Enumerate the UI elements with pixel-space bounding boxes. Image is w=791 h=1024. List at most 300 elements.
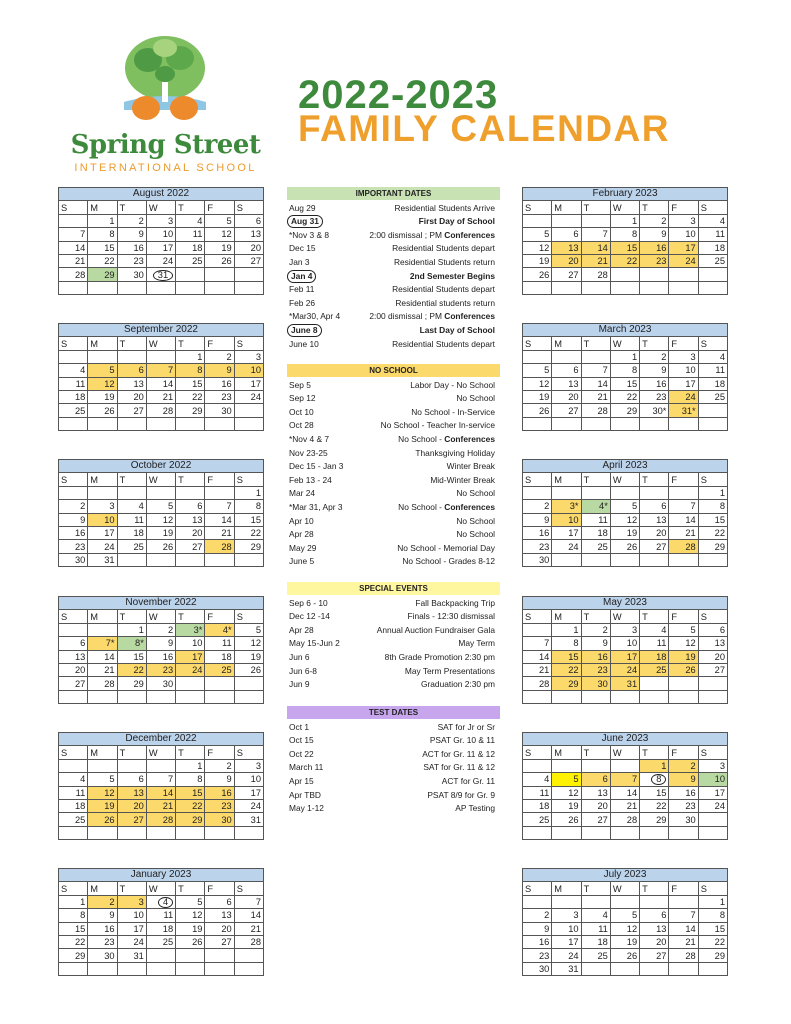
- day-cell: [146, 281, 175, 294]
- day-cell: [59, 350, 88, 363]
- day-cell: [523, 826, 552, 839]
- day-cell: 7: [581, 228, 610, 241]
- day-cell: 11: [581, 513, 610, 526]
- day-cell: [176, 486, 205, 499]
- day-cell: 11: [205, 637, 234, 650]
- day-cell: 12: [523, 241, 552, 254]
- day-header: T: [640, 882, 669, 895]
- day-header: M: [552, 746, 581, 759]
- day-cell: [640, 486, 669, 499]
- event-row: [289, 324, 497, 338]
- day-cell: 6: [698, 623, 727, 636]
- day-cell: 28: [610, 813, 639, 826]
- day-cell: 2: [640, 214, 669, 227]
- day-cell: [669, 553, 698, 566]
- day-cell: 29: [59, 949, 88, 962]
- day-cell: 18: [640, 650, 669, 663]
- day-header: S: [234, 882, 263, 895]
- day-cell: 24: [610, 663, 639, 676]
- day-cell: 7: [581, 364, 610, 377]
- day-cell: 16: [523, 526, 552, 539]
- day-cell: 20: [552, 390, 581, 403]
- event-date: Oct 22: [289, 748, 314, 759]
- day-cell: 21: [234, 922, 263, 935]
- day-cell: 16: [146, 650, 175, 663]
- day-header: S: [59, 337, 88, 350]
- day-cell: 19: [669, 650, 698, 663]
- day-cell: [205, 553, 234, 566]
- day-cell: 24: [552, 540, 581, 553]
- day-cell: 28: [669, 949, 698, 962]
- event-date: Dec 12 -14: [289, 611, 330, 622]
- event-row: [289, 761, 497, 775]
- day-cell: [176, 281, 205, 294]
- day-header: M: [88, 746, 117, 759]
- day-cell: [698, 690, 727, 703]
- event-description: No School - Grades 8-12: [402, 556, 495, 567]
- day-cell: 4: [581, 909, 610, 922]
- day-cell: 11: [176, 228, 205, 241]
- day-header: W: [610, 473, 639, 486]
- event-date: Nov 23-25: [289, 447, 328, 458]
- day-cell: 8: [59, 909, 88, 922]
- event-row: [289, 283, 497, 297]
- event-row: [289, 637, 497, 651]
- day-cell: 12: [523, 377, 552, 390]
- day-cell: 15: [610, 377, 639, 390]
- day-cell: [88, 759, 117, 772]
- day-cell: 9: [640, 364, 669, 377]
- day-cell: 17: [552, 526, 581, 539]
- title-year: 2022-2023: [298, 73, 499, 117]
- event-row: [289, 678, 497, 692]
- day-header: M: [88, 337, 117, 350]
- day-cell: 3: [146, 214, 175, 227]
- day-cell: 8: [698, 909, 727, 922]
- day-cell: 13: [234, 228, 263, 241]
- event-date: June 10: [289, 338, 319, 349]
- day-cell: [640, 553, 669, 566]
- day-header: F: [205, 337, 234, 350]
- day-cell: 14: [146, 377, 175, 390]
- day-cell: [146, 826, 175, 839]
- day-cell: [146, 417, 175, 430]
- day-cell: 8: [234, 500, 263, 513]
- day-cell: 30: [88, 949, 117, 962]
- day-cell: 14: [146, 786, 175, 799]
- day-cell: 21: [523, 663, 552, 676]
- day-cell: 22: [88, 254, 117, 267]
- day-cell: 3: [552, 909, 581, 922]
- day-cell: 8: [610, 228, 639, 241]
- day-cell: 1: [640, 759, 669, 772]
- event-description: SAT for Gr. 11 & 12: [423, 762, 495, 773]
- month-calendar: [522, 732, 728, 840]
- day-cell: [59, 690, 88, 703]
- event-date: *Mar30, Apr 4: [289, 311, 341, 322]
- day-cell: [552, 759, 581, 772]
- day-cell: 18: [581, 935, 610, 948]
- day-cell: 3: [234, 350, 263, 363]
- day-cell: [669, 486, 698, 499]
- event-date: May 29: [289, 542, 317, 553]
- day-cell: 10: [234, 364, 263, 377]
- day-cell: 9: [59, 513, 88, 526]
- event-row: [289, 597, 497, 611]
- day-cell: 16: [640, 377, 669, 390]
- event-description: AP Testing: [455, 803, 495, 814]
- day-header: S: [698, 882, 727, 895]
- day-cell: 21: [146, 799, 175, 812]
- event-description: Residential Students return: [393, 256, 495, 267]
- day-cell: 12: [146, 513, 175, 526]
- day-header: T: [640, 201, 669, 214]
- day-cell: [59, 214, 88, 227]
- day-cell: 25: [117, 540, 146, 553]
- day-header: T: [117, 337, 146, 350]
- event-date: Feb 26: [289, 297, 316, 308]
- day-cell: 27: [552, 268, 581, 281]
- month-calendar: [522, 596, 728, 704]
- day-cell: 24: [669, 390, 698, 403]
- day-cell: 23: [117, 254, 146, 267]
- day-cell: 25: [698, 390, 727, 403]
- event-description: First Day of School: [418, 216, 495, 227]
- day-cell: 7: [669, 909, 698, 922]
- day-header: F: [205, 882, 234, 895]
- day-cell: 8: [698, 500, 727, 513]
- day-cell: 20: [640, 935, 669, 948]
- day-cell: 24: [88, 540, 117, 553]
- day-cell: 22: [610, 390, 639, 403]
- month-title: December 2022: [59, 733, 264, 746]
- day-cell: 13: [552, 377, 581, 390]
- day-header: T: [117, 610, 146, 623]
- day-cell: [205, 417, 234, 430]
- day-cell: [117, 417, 146, 430]
- event-row: [289, 748, 497, 762]
- tree-logo-icon: [118, 30, 213, 125]
- event-date: Sep 12: [289, 393, 316, 404]
- day-cell: 28: [146, 404, 175, 417]
- day-cell: 1: [176, 350, 205, 363]
- event-description: Residential Students depart: [392, 338, 495, 349]
- day-cell: 5: [610, 500, 639, 513]
- day-cell: 6: [234, 214, 263, 227]
- day-cell: [640, 268, 669, 281]
- day-cell: 24: [176, 663, 205, 676]
- day-cell: 7: [146, 773, 175, 786]
- day-cell: [552, 417, 581, 430]
- day-cell: 23: [523, 540, 552, 553]
- day-cell: 25: [640, 663, 669, 676]
- day-cell: 7: [234, 895, 263, 908]
- day-cell: 16: [88, 922, 117, 935]
- day-cell: 14: [669, 922, 698, 935]
- day-cell: 18: [117, 526, 146, 539]
- month-calendar: [58, 596, 264, 704]
- day-header: T: [117, 746, 146, 759]
- day-cell: 4: [640, 623, 669, 636]
- day-cell: 23: [88, 935, 117, 948]
- day-cell: 14: [610, 786, 639, 799]
- day-cell: 5: [146, 500, 175, 513]
- event-row: [289, 338, 497, 352]
- day-header: M: [88, 473, 117, 486]
- event-description: ACT for Gr. 11: [441, 775, 495, 786]
- event-date: June 5: [289, 556, 315, 567]
- day-header: T: [176, 201, 205, 214]
- event-row: [289, 433, 497, 447]
- day-header: S: [523, 201, 552, 214]
- month-calendar: [58, 187, 264, 295]
- day-cell: 25: [176, 254, 205, 267]
- day-cell: 28: [88, 677, 117, 690]
- day-header: T: [581, 746, 610, 759]
- day-cell: [88, 690, 117, 703]
- day-cell: 15: [59, 922, 88, 935]
- day-cell: 4: [698, 350, 727, 363]
- day-cell: 17: [698, 786, 727, 799]
- event-description: No School: [456, 529, 495, 540]
- event-description: Residential students return: [395, 297, 495, 308]
- day-cell: 26: [523, 268, 552, 281]
- event-date: Dec 15 - Jan 3: [289, 461, 344, 472]
- day-header: M: [88, 882, 117, 895]
- section-header: SPECIAL EVENTS: [287, 582, 500, 595]
- day-cell: [117, 759, 146, 772]
- day-cell: [146, 949, 175, 962]
- day-cell: 29: [176, 813, 205, 826]
- section-header: IMPORTANT DATES: [287, 187, 500, 200]
- day-cell: 13: [176, 513, 205, 526]
- day-cell: 18: [523, 799, 552, 812]
- day-cell: 27: [176, 540, 205, 553]
- day-cell: [205, 677, 234, 690]
- day-cell: 31: [234, 813, 263, 826]
- day-header: S: [234, 337, 263, 350]
- day-header: F: [205, 610, 234, 623]
- day-cell: 10: [88, 513, 117, 526]
- day-header: T: [581, 882, 610, 895]
- day-header: F: [205, 473, 234, 486]
- day-cell: 3*: [176, 623, 205, 636]
- day-cell: 14: [523, 650, 552, 663]
- day-cell: [146, 690, 175, 703]
- day-cell: [581, 417, 610, 430]
- day-cell: 2: [59, 500, 88, 513]
- day-cell: [523, 281, 552, 294]
- day-header: S: [59, 746, 88, 759]
- day-cell: 19: [88, 799, 117, 812]
- day-cell: 5: [669, 623, 698, 636]
- day-cell: 24: [698, 799, 727, 812]
- month-calendar: [58, 323, 264, 431]
- day-cell: 11: [698, 228, 727, 241]
- day-cell: [552, 895, 581, 908]
- day-cell: 23: [640, 390, 669, 403]
- day-cell: 9: [117, 228, 146, 241]
- day-cell: 18: [146, 922, 175, 935]
- day-cell: 1: [698, 486, 727, 499]
- event-row: [289, 242, 497, 256]
- month-title: November 2022: [59, 597, 264, 610]
- event-row: [289, 802, 497, 816]
- day-cell: 3: [234, 759, 263, 772]
- event-date: Oct 15: [289, 735, 314, 746]
- day-cell: [523, 214, 552, 227]
- day-cell: [59, 623, 88, 636]
- day-cell: 21: [669, 526, 698, 539]
- day-cell: 4*: [205, 623, 234, 636]
- day-cell: [59, 962, 88, 975]
- event-description: No School - Teacher In-service: [380, 420, 495, 431]
- event-date: Oct 10: [289, 406, 314, 417]
- day-cell: 17: [176, 650, 205, 663]
- day-cell: [610, 962, 639, 975]
- event-date: Jun 9: [289, 679, 310, 690]
- day-cell: 26: [205, 254, 234, 267]
- day-cell: 16: [59, 526, 88, 539]
- day-cell: 27: [234, 254, 263, 267]
- day-cell: 12: [88, 786, 117, 799]
- event-description: ACT for Gr. 11 & 12: [422, 748, 495, 759]
- day-cell: 25: [146, 935, 175, 948]
- day-cell: 15: [552, 650, 581, 663]
- day-cell: 28: [581, 404, 610, 417]
- day-cell: 15: [176, 377, 205, 390]
- day-cell: 2: [205, 350, 234, 363]
- day-cell: 27: [552, 404, 581, 417]
- day-cell: [552, 350, 581, 363]
- day-header: M: [88, 201, 117, 214]
- day-cell: [176, 949, 205, 962]
- event-row: [289, 270, 497, 284]
- event-date: Jan 3: [289, 256, 310, 267]
- day-cell: [205, 486, 234, 499]
- day-cell: [581, 759, 610, 772]
- day-cell: 19: [205, 241, 234, 254]
- day-cell: 21: [205, 526, 234, 539]
- event-description: Residential Students depart: [392, 243, 495, 254]
- day-header: F: [669, 337, 698, 350]
- day-cell: [669, 895, 698, 908]
- day-cell: 2: [205, 759, 234, 772]
- day-cell: 19: [610, 935, 639, 948]
- day-header: T: [176, 610, 205, 623]
- day-cell: 22: [640, 799, 669, 812]
- day-cell: 10: [552, 922, 581, 935]
- day-cell: 22: [610, 254, 639, 267]
- day-cell: [581, 214, 610, 227]
- day-cell: 7: [205, 500, 234, 513]
- day-cell: 21: [610, 799, 639, 812]
- day-cell: [698, 268, 727, 281]
- day-cell: 29: [640, 813, 669, 826]
- month-calendar: [522, 187, 728, 295]
- event-date: Aug 29: [289, 202, 316, 213]
- day-header: F: [669, 882, 698, 895]
- day-cell: 23: [59, 540, 88, 553]
- day-cell: 22: [698, 526, 727, 539]
- day-cell: [669, 281, 698, 294]
- day-cell: [610, 759, 639, 772]
- month-title: August 2022: [59, 188, 264, 201]
- day-cell: 6: [640, 909, 669, 922]
- day-cell: [523, 759, 552, 772]
- event-description: Last Day of School: [419, 324, 495, 335]
- day-cell: 8: [176, 364, 205, 377]
- day-cell: 5: [523, 228, 552, 241]
- day-cell: [117, 962, 146, 975]
- day-cell: 1: [234, 486, 263, 499]
- day-header: S: [523, 746, 552, 759]
- day-cell: 9: [640, 228, 669, 241]
- day-cell: 10: [176, 637, 205, 650]
- event-row: [289, 542, 497, 556]
- day-header: W: [146, 473, 175, 486]
- day-cell: 25: [523, 813, 552, 826]
- day-cell: 27: [698, 663, 727, 676]
- day-cell: [146, 486, 175, 499]
- day-cell: 10: [669, 228, 698, 241]
- day-cell: 4: [59, 773, 88, 786]
- day-cell: 2: [523, 500, 552, 513]
- day-cell: [88, 623, 117, 636]
- day-cell: [610, 690, 639, 703]
- month-title: April 2023: [523, 460, 728, 473]
- day-cell: 22: [234, 526, 263, 539]
- day-cell: 10: [552, 513, 581, 526]
- day-cell: 17: [146, 241, 175, 254]
- day-cell: 17: [552, 935, 581, 948]
- month-title: October 2022: [59, 460, 264, 473]
- day-cell: 11: [59, 786, 88, 799]
- day-cell: 23: [205, 799, 234, 812]
- day-cell: 31: [552, 962, 581, 975]
- day-cell: 28: [523, 677, 552, 690]
- event-date: Mar 24: [289, 488, 316, 499]
- day-cell: 31: [610, 677, 639, 690]
- event-description: No School - Conferences: [398, 501, 495, 512]
- day-cell: 26: [523, 404, 552, 417]
- day-cell: [610, 826, 639, 839]
- day-cell: 29: [88, 268, 117, 281]
- day-cell: 3: [88, 500, 117, 513]
- day-cell: 9: [523, 922, 552, 935]
- day-cell: 2: [581, 623, 610, 636]
- day-cell: 3*: [552, 500, 581, 513]
- day-cell: 26: [88, 813, 117, 826]
- day-cell: 12: [610, 922, 639, 935]
- month-calendar: [58, 868, 264, 976]
- day-header: T: [640, 337, 669, 350]
- day-header: S: [59, 882, 88, 895]
- event-date: Aug 31: [287, 215, 323, 228]
- event-description: Graduation 2:30 pm: [420, 679, 495, 690]
- day-cell: 18: [59, 390, 88, 403]
- day-cell: 22: [698, 935, 727, 948]
- day-cell: 25: [205, 663, 234, 676]
- day-cell: 31: [88, 553, 117, 566]
- day-cell: 30: [523, 962, 552, 975]
- day-cell: 20: [698, 650, 727, 663]
- event-row: [289, 721, 497, 735]
- month-title: July 2023: [523, 869, 728, 882]
- day-cell: 14: [205, 513, 234, 526]
- day-cell: 22: [59, 935, 88, 948]
- day-cell: [234, 677, 263, 690]
